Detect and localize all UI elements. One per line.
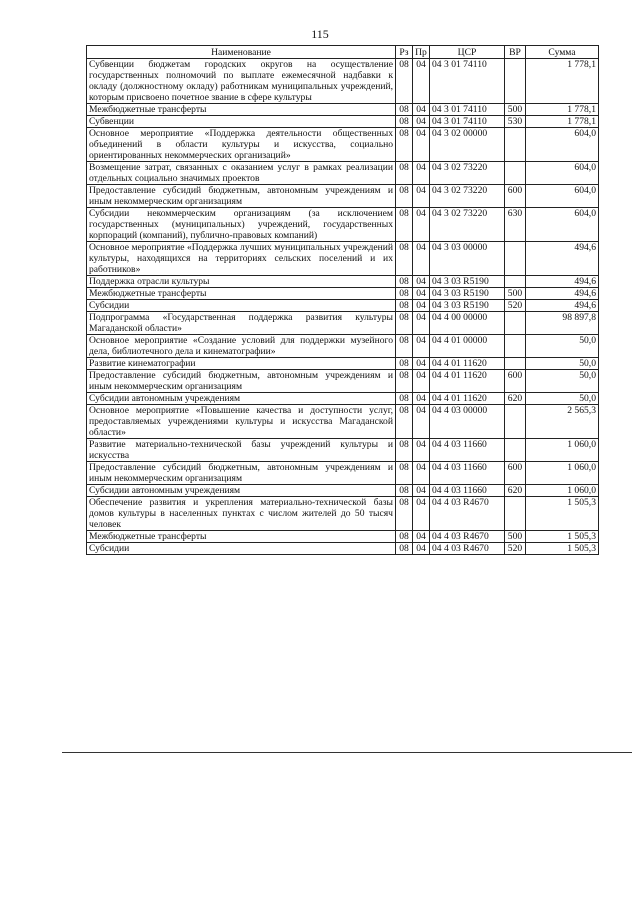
cell-sum: 50,0 — [526, 335, 599, 358]
cell-name: Межбюджетные трансферты — [87, 531, 396, 543]
table-row — [87, 393, 599, 405]
table-row — [87, 462, 599, 485]
cell-rz: 08 — [396, 300, 413, 312]
cell-name: Основное мероприятие «Создание условий для поддержки музейного дела, библиотечного дела и кинематографии» — [87, 335, 396, 358]
table-row — [87, 543, 599, 555]
cell-name: Межбюджетные трансферты — [87, 104, 396, 116]
cell-pr: 04 — [413, 439, 430, 462]
table-row — [87, 531, 599, 543]
cell-csr: 04 4 03 11660 — [430, 462, 505, 485]
cell-csr: 04 4 03 R4670 — [430, 497, 505, 531]
table-row — [87, 242, 599, 276]
cell-sum: 50,0 — [526, 358, 599, 370]
table-row — [87, 104, 599, 116]
cell-rz: 08 — [396, 162, 413, 185]
cell-pr: 04 — [413, 276, 430, 288]
cell-rz: 08 — [396, 276, 413, 288]
cell-csr: 04 3 01 74110 — [430, 116, 505, 128]
cell-vr: 520 — [505, 300, 526, 312]
cell-csr: 04 4 01 11620 — [430, 393, 505, 405]
table-row — [87, 288, 599, 300]
cell-vr: 500 — [505, 288, 526, 300]
cell-vr — [505, 128, 526, 162]
cell-vr — [505, 358, 526, 370]
cell-pr: 04 — [413, 208, 430, 242]
cell-csr: 04 4 03 R4670 — [430, 531, 505, 543]
cell-rz: 08 — [396, 242, 413, 276]
cell-pr: 04 — [413, 128, 430, 162]
cell-rz: 08 — [396, 439, 413, 462]
cell-rz: 08 — [396, 185, 413, 208]
cell-rz: 08 — [396, 358, 413, 370]
cell-sum: 604,0 — [526, 128, 599, 162]
cell-vr — [505, 439, 526, 462]
cell-csr: 04 4 03 00000 — [430, 405, 505, 439]
cell-pr: 04 — [413, 370, 430, 393]
table-row — [87, 439, 599, 462]
cell-vr — [505, 162, 526, 185]
cell-name: Субвенции бюджетам городских округов на осуществление государственных полномочий по выплате ежемесячной надбавки к окладу (должностному окладу) работникам муниципальных учреждений, которым присвоено почетное звание в сфере культуры — [87, 59, 396, 104]
cell-name: Основное мероприятие «Повышение качества и доступности услуг, предоставляемых учреждениями культуры и искусства Магаданской области» — [87, 405, 396, 439]
cell-vr — [505, 497, 526, 531]
cell-name: Развитие кинематографии — [87, 358, 396, 370]
cell-sum: 1 505,3 — [526, 543, 599, 555]
cell-sum: 1 060,0 — [526, 485, 599, 497]
cell-name: Возмещение затрат, связанных с оказанием услуг в рамках реализации отдельных социально значимых проектов — [87, 162, 396, 185]
cell-rz: 08 — [396, 497, 413, 531]
header-pr: Пр — [413, 46, 430, 59]
cell-pr: 04 — [413, 185, 430, 208]
table-row — [87, 116, 599, 128]
cell-sum: 494,6 — [526, 276, 599, 288]
cell-sum: 50,0 — [526, 393, 599, 405]
cell-csr: 04 3 03 R5190 — [430, 276, 505, 288]
cell-csr: 04 3 03 R5190 — [430, 288, 505, 300]
cell-rz: 08 — [396, 128, 413, 162]
cell-rz: 08 — [396, 543, 413, 555]
cell-name: Обеспечение развития и укрепления материально-технической базы домов культуры в населенных пунктах с числом жителей до 50 тысяч человек — [87, 497, 396, 531]
cell-csr: 04 4 03 11660 — [430, 439, 505, 462]
cell-name: Предоставление субсидий бюджетным, автономным учреждениям и иным некоммерческим организациям — [87, 185, 396, 208]
cell-name: Развитие материально-технической базы учреждений культуры и искусства — [87, 439, 396, 462]
cell-sum: 1 778,1 — [526, 104, 599, 116]
cell-pr: 04 — [413, 462, 430, 485]
cell-name: Субсидии некоммерческим организациям (за исключением государственных (муниципальных) учреждений, государственных корпораций (компаний), публично-правовых компаний) — [87, 208, 396, 242]
cell-name: Субсидии автономным учреждениям — [87, 485, 396, 497]
cell-csr: 04 3 02 73220 — [430, 208, 505, 242]
table-row — [87, 312, 599, 335]
cell-rz: 08 — [396, 393, 413, 405]
table-row — [87, 497, 599, 531]
cell-csr: 04 3 01 74110 — [430, 104, 505, 116]
cell-pr: 04 — [413, 485, 430, 497]
cell-pr: 04 — [413, 543, 430, 555]
table-row — [87, 335, 599, 358]
cell-sum: 494,6 — [526, 300, 599, 312]
cell-vr — [505, 276, 526, 288]
cell-name: Субвенции — [87, 116, 396, 128]
table-row — [87, 300, 599, 312]
table-row — [87, 485, 599, 497]
cell-rz: 08 — [396, 116, 413, 128]
cell-sum: 604,0 — [526, 185, 599, 208]
cell-pr: 04 — [413, 312, 430, 335]
header-csr: ЦСР — [430, 46, 505, 59]
cell-sum: 604,0 — [526, 162, 599, 185]
cell-sum: 98 897,8 — [526, 312, 599, 335]
cell-pr: 04 — [413, 393, 430, 405]
cell-pr: 04 — [413, 335, 430, 358]
cell-pr: 04 — [413, 300, 430, 312]
cell-name: Межбюджетные трансферты — [87, 288, 396, 300]
table-row — [87, 59, 599, 104]
cell-rz: 08 — [396, 405, 413, 439]
cell-vr: 620 — [505, 393, 526, 405]
cell-sum: 1 778,1 — [526, 59, 599, 104]
cell-vr: 530 — [505, 116, 526, 128]
table-row — [87, 405, 599, 439]
cell-name: Основное мероприятие «Поддержка деятельности общественных объединений в области культуры и искусства, социально ориентированных некоммерческих организаций» — [87, 128, 396, 162]
cell-csr: 04 4 01 11620 — [430, 358, 505, 370]
cell-vr: 600 — [505, 185, 526, 208]
cell-vr — [505, 335, 526, 358]
table-row — [87, 185, 599, 208]
cell-sum: 1 060,0 — [526, 439, 599, 462]
cell-sum: 604,0 — [526, 208, 599, 242]
cell-vr — [505, 312, 526, 335]
cell-pr: 04 — [413, 497, 430, 531]
header-vr: ВР — [505, 46, 526, 59]
table-header-row — [87, 46, 599, 59]
cell-vr: 600 — [505, 462, 526, 485]
cell-rz: 08 — [396, 335, 413, 358]
cell-name: Субсидии — [87, 543, 396, 555]
cell-vr: 630 — [505, 208, 526, 242]
cell-csr: 04 4 00 00000 — [430, 312, 505, 335]
table-row — [87, 128, 599, 162]
cell-pr: 04 — [413, 162, 430, 185]
cell-vr: 620 — [505, 485, 526, 497]
cell-pr: 04 — [413, 358, 430, 370]
table-row — [87, 370, 599, 393]
table-row — [87, 162, 599, 185]
cell-csr: 04 4 01 00000 — [430, 335, 505, 358]
page-number: 115 — [311, 27, 329, 41]
cell-rz: 08 — [396, 462, 413, 485]
cell-rz: 08 — [396, 485, 413, 497]
cell-pr: 04 — [413, 531, 430, 543]
cell-pr: 04 — [413, 242, 430, 276]
cell-sum: 494,6 — [526, 288, 599, 300]
cell-sum: 1 060,0 — [526, 462, 599, 485]
cell-rz: 08 — [396, 312, 413, 335]
cell-rz: 08 — [396, 208, 413, 242]
header-sum: Сумма — [526, 46, 599, 59]
header-name: Наименование — [87, 46, 396, 59]
cell-pr: 04 — [413, 288, 430, 300]
cell-vr — [505, 405, 526, 439]
cell-vr: 500 — [505, 531, 526, 543]
cell-name: Субсидии — [87, 300, 396, 312]
cell-rz: 08 — [396, 531, 413, 543]
cell-vr: 500 — [505, 104, 526, 116]
cell-sum: 1 505,3 — [526, 531, 599, 543]
cell-csr: 04 3 02 00000 — [430, 128, 505, 162]
cell-rz: 08 — [396, 104, 413, 116]
cell-csr: 04 3 02 73220 — [430, 185, 505, 208]
cell-rz: 08 — [396, 288, 413, 300]
cell-csr: 04 4 01 11620 — [430, 370, 505, 393]
cell-sum: 494,6 — [526, 242, 599, 276]
page-divider-line — [62, 752, 632, 753]
table-body — [87, 59, 599, 555]
cell-csr: 04 4 03 R4670 — [430, 543, 505, 555]
cell-sum: 1 505,3 — [526, 497, 599, 531]
cell-name: Субсидии автономным учреждениям — [87, 393, 396, 405]
cell-pr: 04 — [413, 104, 430, 116]
cell-pr: 04 — [413, 59, 430, 104]
cell-name: Подпрограмма «Государственная поддержка развития культуры Магаданской области» — [87, 312, 396, 335]
table-row — [87, 276, 599, 288]
cell-vr: 520 — [505, 543, 526, 555]
cell-sum: 50,0 — [526, 370, 599, 393]
cell-csr: 04 3 02 73220 — [430, 162, 505, 185]
cell-name: Предоставление субсидий бюджетным, автономным учреждениям и иным некоммерческим организациям — [87, 370, 396, 393]
table-row — [87, 208, 599, 242]
cell-pr: 04 — [413, 405, 430, 439]
cell-csr: 04 4 03 11660 — [430, 485, 505, 497]
cell-rz: 08 — [396, 59, 413, 104]
cell-vr: 600 — [505, 370, 526, 393]
cell-name: Основное мероприятие «Поддержка лучших муниципальных учреждений культуры, находящихся на территориях сельских поселений и их работников» — [87, 242, 396, 276]
cell-csr: 04 3 01 74110 — [430, 59, 505, 104]
budget-table — [86, 45, 599, 555]
cell-name: Поддержка отрасли культуры — [87, 276, 396, 288]
cell-vr — [505, 242, 526, 276]
cell-name: Предоставление субсидий бюджетным, автономным учреждениям и иным некоммерческим организациям — [87, 462, 396, 485]
cell-csr: 04 3 03 00000 — [430, 242, 505, 276]
cell-rz: 08 — [396, 370, 413, 393]
cell-vr — [505, 59, 526, 104]
cell-csr: 04 3 03 R5190 — [430, 300, 505, 312]
header-rz: Рз — [396, 46, 413, 59]
cell-pr: 04 — [413, 116, 430, 128]
table-row — [87, 358, 599, 370]
cell-sum: 2 565,3 — [526, 405, 599, 439]
cell-sum: 1 778,1 — [526, 116, 599, 128]
